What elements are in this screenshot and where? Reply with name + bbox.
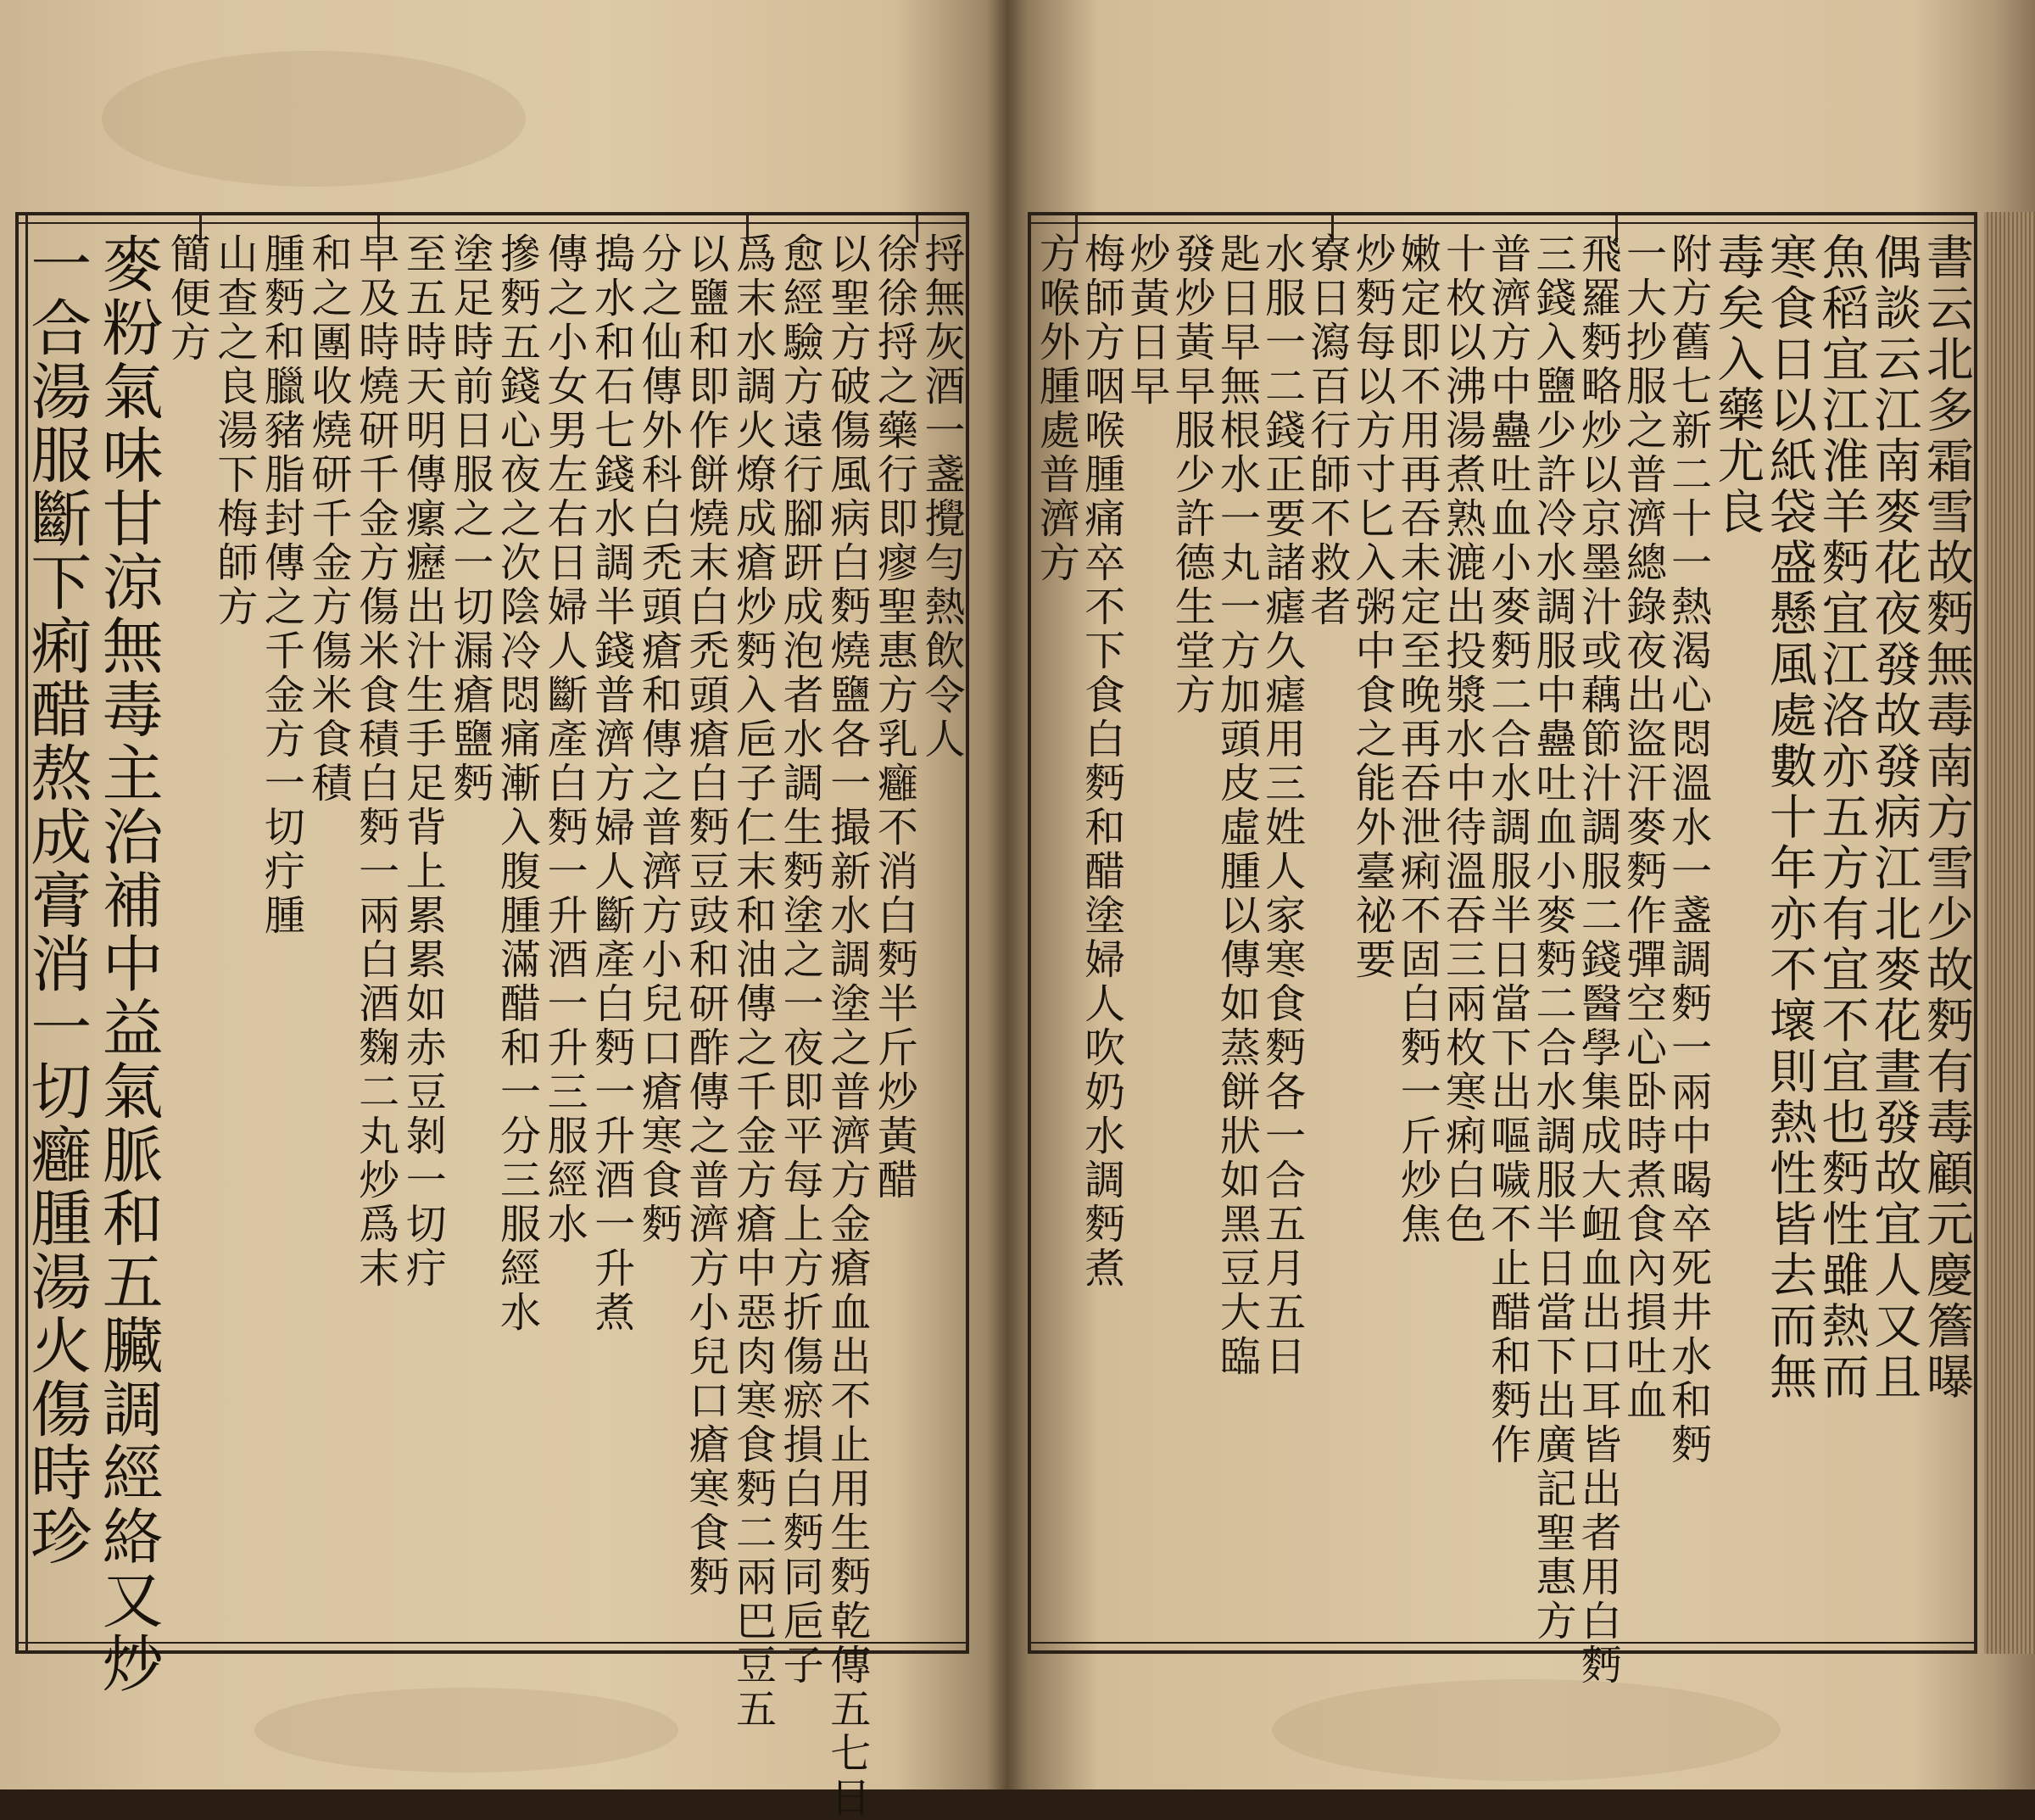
text-column: 普濟方中蠱吐血小麥麪二合水調服半日當下出嘔噦不止醋和麪作 [1483, 232, 1531, 1467]
text-column: 寮日瀉百行師不救者 [1302, 232, 1351, 629]
text-column: 傳之小女男左右日婦人斷產白麪一升酒一升三服經水 [540, 232, 588, 1247]
text-column: 徐徐捋之藥行即瘳聖惠方乳癰不消白麪半斤炒黃醋 [870, 232, 918, 1203]
text-column: 至五時天明傳瘰癧出汁生手足背上累累如赤豆剝一切疔 [399, 232, 447, 1291]
text-column: 分之仙傳外科白禿頭瘡和傳之普濟方小兒口瘡寒食麪 [634, 232, 683, 1247]
text-column: 捋無灰酒一盞攪勻熱飲令人 [917, 232, 965, 762]
text-column: 愈經驗方遠行腳趼成泡者水調生麪塗之一夜即平每上方折傷瘀損白麪同巵子 [776, 232, 824, 1688]
text-column: 嫩定即不用再吞未定至晚再吞泄痢不固白麪一斤炒焦 [1393, 232, 1441, 1247]
text-column: 魚稻宜江淮羊麪宜江洛亦五方有宜不宜也麪性雖熱而 [1814, 232, 1870, 1403]
text-column: 早及時燒研千金方傷米食積白麪一兩白酒麴二丸炒爲末 [351, 232, 399, 1291]
text-column: 以聖方破傷風病白麪燒鹽各一撮新水調塗之普濟方金瘡血出不止用生麪乾傳五七日 [822, 232, 871, 1820]
text-column: 匙日早無根水一丸一方加頭皮虛腫以傳如蒸餅狀如黑豆大臨 [1213, 232, 1261, 1379]
text-column: 毒矣入藥尤良 [1709, 232, 1765, 538]
text-column: 寒食日以紙袋盛懸風處數十年亦不壞則熱性皆去而無 [1761, 232, 1817, 1403]
text-column: 簡便方 [163, 232, 211, 365]
text-column: 爲末水調火燎成瘡炒麪入巵子仁末和油傳之千金方瘡中惡肉寒食麪二兩巴豆五 [728, 232, 777, 1732]
right-page-stack-edge [1984, 212, 2035, 1654]
text-column: 方喉外腫處普濟方 [1032, 232, 1080, 585]
text-column: 山查之良湯下梅師方 [209, 232, 258, 629]
text-column: 摻麪五錢心夜之次陰冷悶痛漸入腹腫滿醋和一分三服經水 [493, 232, 541, 1335]
main-text-column: 麥粉氣味甘涼無毒主治補中益氣脈和五臟調經絡又炒 [92, 232, 164, 1695]
text-column: 一大抄服之普濟總錄夜出盜汗麥麪作彈空心卧時煮食內損吐血 [1619, 232, 1667, 1423]
text-column: 發炒黃早服少許德生堂方 [1168, 232, 1216, 717]
text-column: 飛羅麪略炒以京墨汁或藕節汁調服二錢醫學集成大衄血出口耳皆出者用白麪 [1574, 232, 1622, 1688]
text-column: 搗水和石七錢水調半錢普濟方婦人斷產白麪一升酒一升煮 [587, 232, 635, 1335]
text-column: 附方舊七新二十一熱渴心悶溫水一盞調麪一兩中暍卒死井水和麪 [1664, 232, 1712, 1467]
text-column: 十枚以沸湯煮熟漉出投漿水中待溫吞三兩枚寒痢白色 [1438, 232, 1486, 1247]
text-column: 炒麪每以方寸匕入粥中食之能外臺祕要 [1348, 232, 1397, 982]
text-column: 以鹽和即作餅燒末白禿頭瘡白麪豆豉和研酢傳之普濟方小兒口瘡寒食麪 [681, 232, 729, 1599]
text-column: 腫麪和臘豬脂封傳之千金方一切疔腫 [257, 232, 305, 938]
text-column: 三錢入鹽少許冷水調服中蠱吐血小麥麪二合水調服半日當下出廣記聖惠方 [1528, 232, 1576, 1644]
left-page-columns [20, 232, 965, 1820]
right-page-columns [1032, 232, 1974, 1688]
text-column: 水服一二錢正要諸瘧久瘧用三姓人家寒食麪各一合五月五日 [1257, 232, 1306, 1379]
text-column: 和之團收燒研千金方傷米食積 [304, 232, 353, 806]
left-page [15, 212, 969, 1820]
main-text-column: 一合湯服斷下痢醋熬成膏消一切癰腫湯火傷時珍 [20, 232, 92, 1568]
right-page [1028, 212, 1977, 1688]
text-column: 梅師方咽喉腫痛卒不下食白麪和醋塗婦人吹奶水調麪煮 [1077, 232, 1125, 1291]
text-column: 炒黃日早 [1122, 232, 1170, 409]
text-column: 塗足時前日服之一切漏瘡鹽麪 [445, 232, 493, 806]
text-column: 偶談云江南麥花夜發故發病江北麥花晝發故宜人又且 [1866, 232, 1922, 1403]
text-column: 書云北多霜雪故麪無毒南方雪少故麪有毒顧元慶簷曝 [1918, 232, 1974, 1403]
